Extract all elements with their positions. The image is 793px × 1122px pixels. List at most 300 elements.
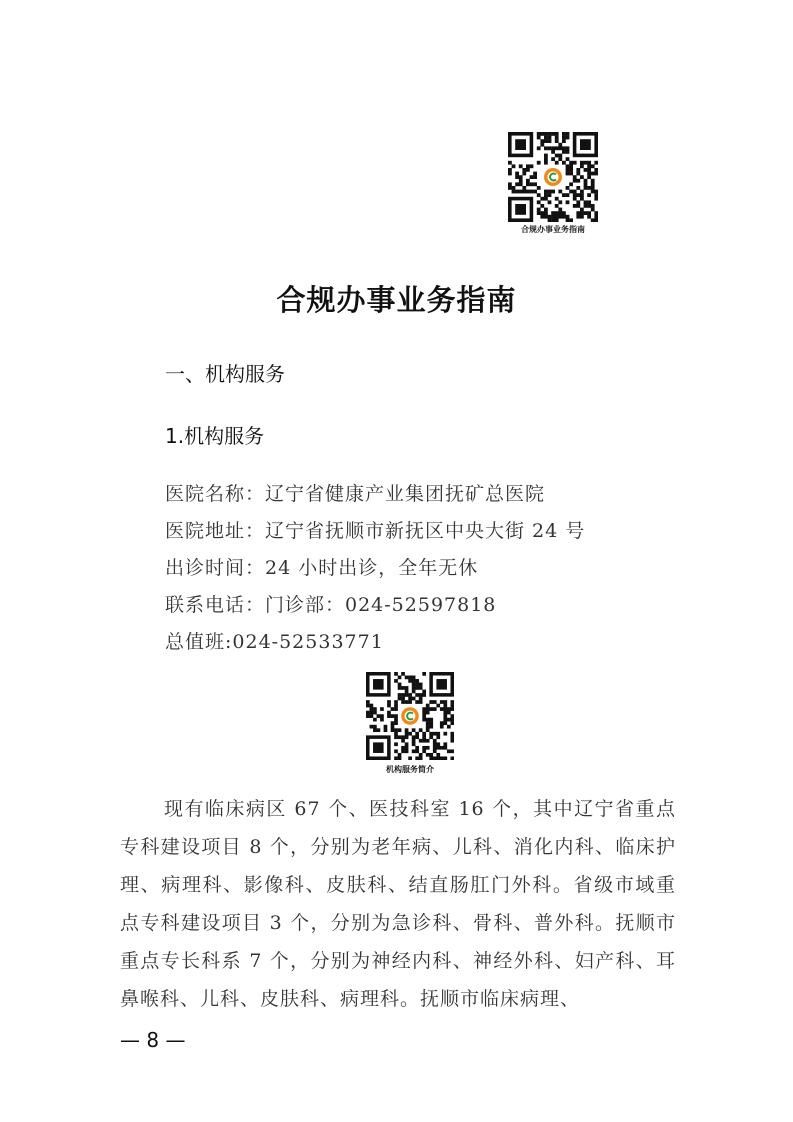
qr-module — [591, 208, 595, 212]
qr-module — [422, 690, 426, 694]
qr-module — [562, 146, 566, 150]
qr-module — [440, 746, 444, 750]
qr-module — [415, 746, 419, 750]
qr-module — [576, 211, 580, 215]
qr-module — [594, 193, 598, 197]
qr-module — [412, 679, 416, 683]
qr-module — [440, 725, 444, 729]
qr-finder-inner — [580, 139, 591, 150]
qr-module — [415, 693, 419, 697]
qr-module — [415, 735, 419, 739]
qr-module — [429, 725, 433, 729]
qr-module — [450, 732, 454, 736]
qr-module — [408, 700, 412, 704]
qr-module — [519, 175, 523, 179]
qr-module — [526, 168, 530, 172]
qr-module — [548, 146, 552, 150]
qr-module — [401, 697, 405, 701]
qr-module — [544, 211, 548, 215]
qr-module — [412, 686, 416, 690]
qr-module — [580, 190, 584, 194]
qr-module — [394, 721, 398, 725]
qr-module — [426, 704, 430, 708]
qr-module — [443, 721, 447, 725]
qr-module — [544, 193, 548, 197]
qr-module — [429, 721, 433, 725]
qr-module — [562, 139, 566, 143]
qr-module — [594, 172, 598, 176]
qr-module — [370, 714, 374, 718]
qr-module — [558, 208, 562, 212]
qr-module — [436, 756, 440, 760]
qr-module — [405, 746, 409, 750]
qr-module — [401, 700, 405, 704]
qr-module — [512, 186, 516, 190]
qr-module — [551, 218, 555, 222]
qr-module — [576, 186, 580, 190]
qr-module — [551, 157, 555, 161]
qr-module — [591, 204, 595, 208]
qr-module — [587, 215, 591, 219]
qr-module — [580, 161, 584, 165]
qr-module — [526, 190, 530, 194]
qr-module — [526, 182, 530, 186]
qr-module — [426, 711, 430, 715]
qr-module — [508, 186, 512, 190]
qr-module — [558, 190, 562, 194]
qr-module — [591, 179, 595, 183]
qr-module — [584, 161, 588, 165]
qr-module — [415, 756, 419, 760]
qr-finder-inner — [436, 679, 447, 690]
qr-module — [380, 707, 384, 711]
qr-module — [537, 161, 541, 165]
qr-module — [587, 161, 591, 165]
qr-finder-inner — [515, 139, 526, 150]
qr-module — [450, 707, 454, 711]
qr-module — [522, 190, 526, 194]
qr-module — [555, 204, 559, 208]
qr-module — [569, 182, 573, 186]
qr-module — [443, 714, 447, 718]
qr-module — [387, 700, 391, 704]
qr-module — [508, 168, 512, 172]
qr-module — [548, 190, 552, 194]
qr-module — [533, 182, 537, 186]
qr-module — [587, 186, 591, 190]
qr-module — [558, 143, 562, 147]
qr-module — [562, 161, 566, 165]
qr-module — [387, 704, 391, 708]
qr-module — [555, 161, 559, 165]
qr-module — [398, 686, 402, 690]
qr-module — [384, 725, 388, 729]
qr-module — [447, 711, 451, 715]
qr-module — [436, 735, 440, 739]
qr-module — [533, 175, 537, 179]
qr-module — [594, 161, 598, 165]
qr-module — [405, 686, 409, 690]
qr-module — [544, 139, 548, 143]
qr-module — [548, 200, 552, 204]
qr-module — [544, 132, 548, 136]
qr-module — [412, 739, 416, 743]
qr-module — [394, 749, 398, 753]
qr-module — [398, 753, 402, 757]
qr-module — [587, 168, 591, 172]
qr-module — [551, 132, 555, 136]
qr-module — [569, 164, 573, 168]
qr-module — [426, 718, 430, 722]
qr-module — [394, 728, 398, 732]
qr-module — [401, 739, 405, 743]
qr-module — [573, 190, 577, 194]
qr-module — [558, 215, 562, 219]
qr-module — [580, 215, 584, 219]
qr-module — [422, 739, 426, 743]
qr-module — [587, 172, 591, 176]
qr-module — [540, 132, 544, 136]
qr-module — [405, 693, 409, 697]
qr-code-middle[interactable] — [366, 672, 454, 760]
qr-module — [366, 711, 370, 715]
qr-module — [422, 672, 426, 676]
qr-module — [433, 742, 437, 746]
qr-module — [384, 728, 388, 732]
qr-module — [522, 172, 526, 176]
qr-module — [515, 182, 519, 186]
qr-module — [537, 186, 541, 190]
qr-module — [443, 732, 447, 736]
qr-module — [594, 218, 598, 222]
qr-module — [587, 204, 591, 208]
qr-module — [380, 718, 384, 722]
qr-module — [408, 693, 412, 697]
qr-module — [370, 711, 374, 715]
qr-module — [401, 672, 405, 676]
qr-module — [512, 190, 516, 194]
qr-module — [419, 700, 423, 704]
qr-module — [415, 732, 419, 736]
qr-module — [394, 735, 398, 739]
qr-module — [405, 732, 409, 736]
qr-module — [555, 146, 559, 150]
qr-module — [580, 193, 584, 197]
qr-module — [419, 756, 423, 760]
qr-module — [584, 204, 588, 208]
qr-module — [387, 714, 391, 718]
qr-module — [566, 164, 570, 168]
qr-module — [394, 704, 398, 708]
qr-module — [540, 215, 544, 219]
qr-module — [412, 742, 416, 746]
qr-module — [391, 725, 395, 729]
qr-module — [508, 182, 512, 186]
qr-module — [412, 735, 416, 739]
qr-module — [555, 211, 559, 215]
qr-module — [419, 753, 423, 757]
qr-module — [519, 179, 523, 183]
qr-module — [422, 707, 426, 711]
hospital-address: 医院地址：辽宁省抚顺市新抚区中央大街 24 号 — [165, 520, 586, 542]
qr-module — [569, 190, 573, 194]
qr-module — [562, 132, 566, 136]
page-title: 合规办事业务指南 — [276, 283, 517, 317]
qr-module — [436, 753, 440, 757]
qr-module — [412, 697, 416, 701]
qr-module — [373, 728, 377, 732]
qr-module — [436, 704, 440, 708]
qr-module — [584, 168, 588, 172]
qr-module — [576, 215, 580, 219]
qr-module — [519, 190, 523, 194]
qr-module — [576, 200, 580, 204]
qr-module — [443, 742, 447, 746]
qr-module — [537, 136, 541, 140]
qr-module — [566, 215, 570, 219]
qr-module — [394, 732, 398, 736]
qr-module — [412, 683, 416, 687]
qr-module — [394, 718, 398, 722]
qr-module — [433, 707, 437, 711]
qr-module — [373, 707, 377, 711]
qr-module — [422, 735, 426, 739]
qr-module — [440, 721, 444, 725]
qr-module — [584, 211, 588, 215]
qr-module — [398, 697, 402, 701]
qr-module — [566, 200, 570, 204]
qr-module — [422, 749, 426, 753]
qr-module — [594, 211, 598, 215]
qr-module — [436, 732, 440, 736]
qr-module — [587, 193, 591, 197]
qr-module — [377, 728, 381, 732]
qr-module — [537, 208, 541, 212]
qr-module — [544, 146, 548, 150]
qr-module — [544, 154, 548, 158]
qr-module — [540, 143, 544, 147]
qr-code-middle-caption: 机构服务简介 — [386, 765, 434, 774]
qr-module — [433, 700, 437, 704]
body-paragraph: 现有临床病区 67 个、医技科室 16 个，其中辽宁省重点专科建设项目 8 个，分别为老年病、儿科、消化内科、临床护理、病理科、影像科、皮肤科、结直肠肛门外科。省级市域重点专科建设项目 3 个，分别为急诊科、骨科、普外科。抚顺市重点专长科系 7 个，分别为神经内科、神经外科、妇产科、耳鼻喉科、儿科、皮肤科、病理科。抚顺市临床病理、 — [120, 798, 676, 1010]
qr-module — [429, 732, 433, 736]
qr-module — [548, 139, 552, 143]
qr-module — [580, 164, 584, 168]
qr-module — [580, 208, 584, 212]
qr-module — [426, 753, 430, 757]
qr-module — [419, 693, 423, 697]
qr-module — [412, 676, 416, 680]
qr-module — [391, 707, 395, 711]
qr-module — [573, 175, 577, 179]
qr-code-top[interactable] — [508, 132, 598, 222]
qr-module — [555, 218, 559, 222]
qr-module — [555, 132, 559, 136]
qr-module — [512, 164, 516, 168]
qr-module — [515, 175, 519, 179]
qr-module — [558, 146, 562, 150]
qr-module — [415, 749, 419, 753]
qr-module — [548, 132, 552, 136]
qr-module — [591, 190, 595, 194]
qr-module — [576, 179, 580, 183]
qr-module — [398, 735, 402, 739]
qr-module — [398, 728, 402, 732]
section-heading: 一、机构服务 — [165, 362, 285, 386]
qr-module — [405, 690, 409, 694]
page-number: — 8 — — [120, 1028, 186, 1052]
qr-module — [533, 190, 537, 194]
qr-module — [591, 186, 595, 190]
qr-module — [508, 172, 512, 176]
qr-module — [429, 707, 433, 711]
qr-module — [576, 193, 580, 197]
qr-module — [443, 704, 447, 708]
qr-module — [412, 749, 416, 753]
qr-module — [540, 139, 544, 143]
qr-module — [544, 208, 548, 212]
qr-module — [537, 200, 541, 204]
qr-module — [443, 756, 447, 760]
qr-module — [580, 197, 584, 201]
qr-module — [566, 136, 570, 140]
qr-module — [366, 700, 370, 704]
qr-module — [443, 700, 447, 704]
qr-module — [587, 164, 591, 168]
qr-module — [426, 728, 430, 732]
qr-finder-inner — [373, 679, 384, 690]
qr-module — [526, 164, 530, 168]
qr-module — [555, 215, 559, 219]
qr-module — [447, 749, 451, 753]
qr-module — [443, 746, 447, 750]
qr-module — [394, 679, 398, 683]
qr-module — [408, 732, 412, 736]
qr-module — [433, 739, 437, 743]
qr-module — [548, 215, 552, 219]
qr-module — [573, 193, 577, 197]
qr-module — [443, 718, 447, 722]
qr-module — [405, 749, 409, 753]
qr-module — [450, 756, 454, 760]
qr-module — [515, 172, 519, 176]
qr-module — [436, 746, 440, 750]
qr-module — [530, 182, 534, 186]
qr-module — [537, 211, 541, 215]
qr-module — [422, 714, 426, 718]
qr-module — [537, 146, 541, 150]
qr-module — [591, 182, 595, 186]
qr-module — [566, 157, 570, 161]
qr-module — [551, 190, 555, 194]
qr-module — [544, 161, 548, 165]
qr-module — [401, 686, 405, 690]
qr-finder-inner — [515, 204, 526, 215]
qr-module — [558, 157, 562, 161]
qr-module — [569, 172, 573, 176]
qr-module — [429, 756, 433, 760]
qr-module — [387, 711, 391, 715]
qr-module — [562, 136, 566, 140]
qr-module — [594, 190, 598, 194]
qr-module — [562, 193, 566, 197]
qr-module — [548, 218, 552, 222]
qr-module — [426, 739, 430, 743]
qr-module — [573, 204, 577, 208]
qr-module — [519, 164, 523, 168]
service-hours: 出诊时间：24 小时出诊，全年无休 — [165, 557, 479, 579]
qr-module — [450, 735, 454, 739]
qr-module — [412, 690, 416, 694]
qr-module — [544, 197, 548, 201]
qr-module — [433, 746, 437, 750]
qr-module — [443, 711, 447, 715]
qr-module — [405, 676, 409, 680]
qr-module — [450, 749, 454, 753]
qr-module — [522, 168, 526, 172]
qr-module — [426, 746, 430, 750]
qr-module — [429, 753, 433, 757]
qr-module — [440, 756, 444, 760]
qr-module — [450, 718, 454, 722]
qr-module — [447, 707, 451, 711]
qr-module — [566, 186, 570, 190]
qr-module — [419, 697, 423, 701]
qr-module — [443, 707, 447, 711]
qr-module — [450, 704, 454, 708]
qr-module — [558, 200, 562, 204]
qr-module — [450, 721, 454, 725]
qr-module — [555, 197, 559, 201]
qr-module — [587, 175, 591, 179]
qr-module — [576, 168, 580, 172]
qr-module — [426, 707, 430, 711]
qr-module — [584, 186, 588, 190]
qr-module — [440, 707, 444, 711]
qr-module — [426, 721, 430, 725]
qr-module — [391, 721, 395, 725]
qr-module — [405, 735, 409, 739]
subsection-heading: 1.机构服务 — [165, 424, 265, 448]
qr-module — [548, 136, 552, 140]
qr-module — [569, 168, 573, 172]
qr-finder-inner — [373, 742, 384, 753]
qr-module — [544, 136, 548, 140]
qr-module — [573, 179, 577, 183]
qr-module — [433, 732, 437, 736]
qr-module — [562, 211, 566, 215]
qr-module — [447, 725, 451, 729]
qr-module — [415, 700, 419, 704]
qr-module — [408, 697, 412, 701]
qr-module — [515, 190, 519, 194]
qr-module — [394, 714, 398, 718]
qr-module — [415, 683, 419, 687]
qr-module — [422, 711, 426, 715]
qr-module — [569, 218, 573, 222]
qr-module — [366, 714, 370, 718]
qr-module — [422, 732, 426, 736]
qr-module — [429, 718, 433, 722]
qr-module — [405, 742, 409, 746]
qr-module — [580, 175, 584, 179]
qr-module — [447, 718, 451, 722]
qr-module — [450, 714, 454, 718]
qr-module — [562, 150, 566, 154]
qr-module — [401, 693, 405, 697]
qr-module — [522, 186, 526, 190]
qr-module — [526, 179, 530, 183]
